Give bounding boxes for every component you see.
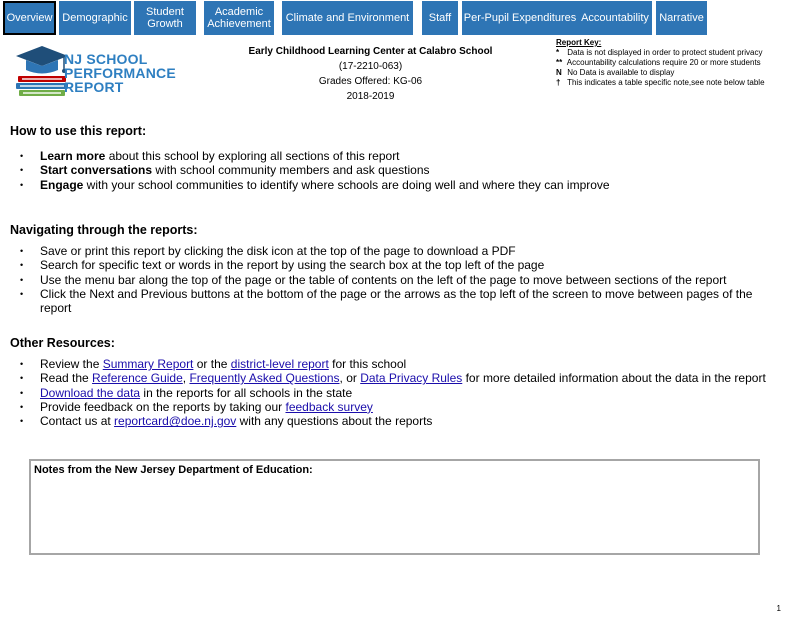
list-item: • Engage with your school communities to identify where schools are doing well and where they can improve (20, 178, 780, 192)
report-key (556, 38, 796, 88)
district-level-report-link[interactable]: district-level report (230, 357, 329, 371)
list-item: • Start conversations with school community members and ask questions (20, 163, 780, 177)
school-code: (17-2210-063) (338, 61, 403, 72)
download-data-link[interactable]: Download the data (40, 385, 141, 400)
grades-offered: Grades Offered: KG-06 (318, 76, 423, 87)
list-item: • Learn more about this school by exploring all sections of this report (20, 149, 780, 163)
contact-email-link[interactable]: reportcard@doe.nj.gov (114, 414, 237, 429)
navigating-list (20, 244, 780, 315)
tab-accountability[interactable]: Accountability (578, 1, 652, 35)
list-item: • Contact us at reportcard@doe.nj.gov with any questions about the reports (20, 414, 780, 428)
list-item: • Click the Next and Previous buttons at the bottom of the page or the arrows as the top left of the screen to move between pages of the report (20, 287, 780, 316)
list-item: • Use the menu bar along the top of the page or the table of contents on the left of the page to move between sections of the report (20, 273, 780, 287)
page-number: 1 (776, 604, 781, 613)
list-item: • Save or print this report by clicking the disk icon at the top of the page to download a PDF (20, 244, 780, 258)
tab-climate-and-environment[interactable]: Climate and Environment (282, 1, 413, 35)
tab-overview[interactable]: Overview (3, 1, 56, 35)
notes-box (29, 459, 760, 555)
report-key-item: † This indicates a table specific note,see note below table (556, 78, 765, 87)
list-item: • Review the Summary Report or the district-level report for this school (20, 357, 780, 371)
tab-per-pupil-expenditures[interactable]: Per-Pupil Expenditures (462, 1, 578, 35)
report-key-item: N No Data is available to display (556, 68, 675, 77)
report-key-item: * Data is not displayed in order to protect student privacy (556, 48, 763, 57)
list-item: • Provide feedback on the reports by taking our feedback survey (20, 400, 780, 414)
school-year: 2018-2019 (346, 91, 395, 102)
list-item: • Download the data in the reports for all schools in the state (20, 386, 780, 400)
school-info (228, 44, 513, 104)
list-item: • Search for specific text or words in the report by using the search box at the top left of the page (20, 258, 780, 272)
navigating-heading: Navigating through the reports: (10, 223, 198, 237)
tab-academic-achievement[interactable]: Academic Achievement (204, 1, 274, 35)
tab-demographic[interactable]: Demographic (59, 1, 131, 35)
reference-guide-link[interactable]: Reference Guide (92, 371, 183, 386)
how-to-use-heading: How to use this report: (10, 124, 147, 138)
feedback-survey-link[interactable]: feedback survey (285, 399, 373, 414)
logo-text: NJ SCHOOL PERFORMANCE REPORT (64, 51, 176, 95)
faq-link[interactable]: Frequently Asked Questions (189, 371, 340, 386)
other-resources-list (20, 357, 780, 428)
notes-title: Notes from the New Jersey Department of Education: (34, 464, 313, 476)
tab-student-growth[interactable]: Student Growth (134, 1, 196, 35)
summary-report-link[interactable]: Summary Report (102, 357, 194, 371)
other-resources-heading: Other Resources: (10, 336, 115, 350)
tab-staff[interactable]: Staff (422, 1, 458, 35)
how-to-use-list (20, 149, 780, 192)
data-privacy-rules-link[interactable]: Data Privacy Rules (360, 371, 463, 386)
school-name: Early Childhood Learning Center at Calabro School (248, 46, 493, 57)
report-key-item: ** Accountability calculations require 20 or more students (556, 58, 761, 67)
report-key-title: Report Key: (556, 38, 602, 47)
tab-narrative[interactable]: Narrative (656, 1, 707, 35)
list-item: • Read the Reference Guide, Frequently Asked Questions, or Data Privacy Rules for more detailed information about the data in the report (20, 371, 780, 385)
